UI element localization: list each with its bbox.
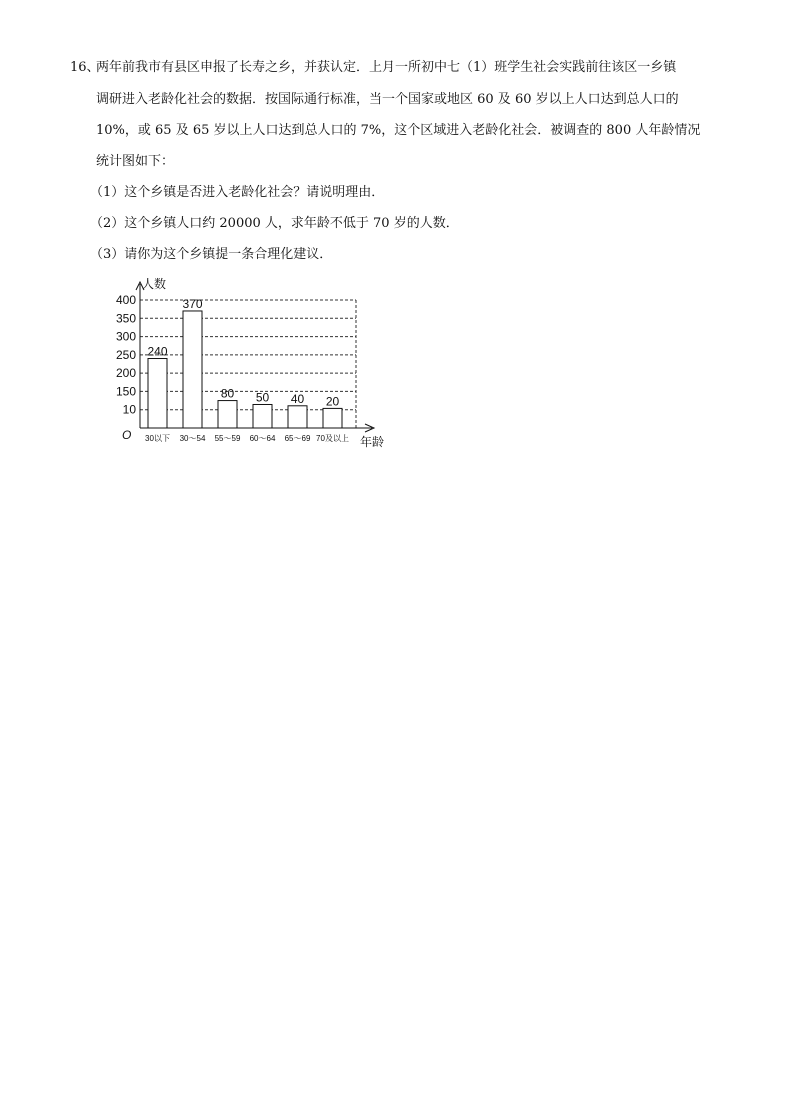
subquestion-1: （1）这个乡镇是否进入老龄化社会？请说明理由． [90, 185, 385, 200]
y-axis-label: 人数 [142, 277, 167, 291]
question-number: 16、 [70, 60, 100, 75]
question-line-1: 两年前我市有县区申报了长寿之乡，并获认定．上月一所初中七（1）班学生社会实践前往该区一乡镇 [96, 60, 677, 75]
data-label: 50 [255, 390, 270, 405]
y-tick-label: 300 [115, 329, 136, 344]
bar [288, 406, 307, 428]
x-tick-label: 60～64 [249, 434, 276, 443]
y-tick-label: 350 [115, 311, 136, 326]
x-tick-label: 55～59 [214, 434, 241, 443]
data-label: 80 [220, 386, 235, 401]
bar [183, 311, 202, 428]
x-tick-label: 65～69 [284, 434, 311, 443]
data-label: 240 [147, 344, 168, 359]
y-tick-label: 400 [115, 293, 136, 307]
bar [323, 408, 342, 428]
x-tick-label: 30以下 [145, 434, 170, 443]
y-tick-label: 10 [122, 402, 136, 417]
x-tick-label: 70及以上 [316, 434, 349, 443]
origin-label: O [122, 428, 132, 442]
subquestion-2: （2）这个乡镇人口约 20000 人，求年龄不低于 70 岁的人数． [90, 216, 459, 231]
data-label: 40 [290, 391, 305, 406]
y-tick-label: 200 [115, 366, 136, 381]
bar [253, 404, 272, 428]
question-line-2: 调研进入老龄化社会的数据．按国际通行标准，当一个国家或地区 60 及 60 岁以上人口达到总人口的 [96, 92, 679, 107]
data-label: 370 [182, 296, 203, 311]
bar [218, 401, 237, 428]
x-axis-label: 年龄 [360, 435, 385, 449]
subquestion-3: （3）请你为这个乡镇提一条合理化建议． [90, 247, 333, 262]
y-tick-label: 150 [115, 384, 136, 399]
bar [148, 359, 167, 428]
question-line-4: 统计图如下： [96, 154, 175, 169]
question-line-3: 10%，或 65 及 65 岁以上人口达到总人口的 7%，这个区域进入老龄化社会．被调查的 800 人年龄情况 [96, 123, 701, 138]
bar-chart [108, 276, 408, 456]
data-label: 20 [325, 394, 340, 409]
y-tick-label: 250 [115, 347, 136, 362]
x-tick-label: 30～54 [179, 434, 206, 443]
